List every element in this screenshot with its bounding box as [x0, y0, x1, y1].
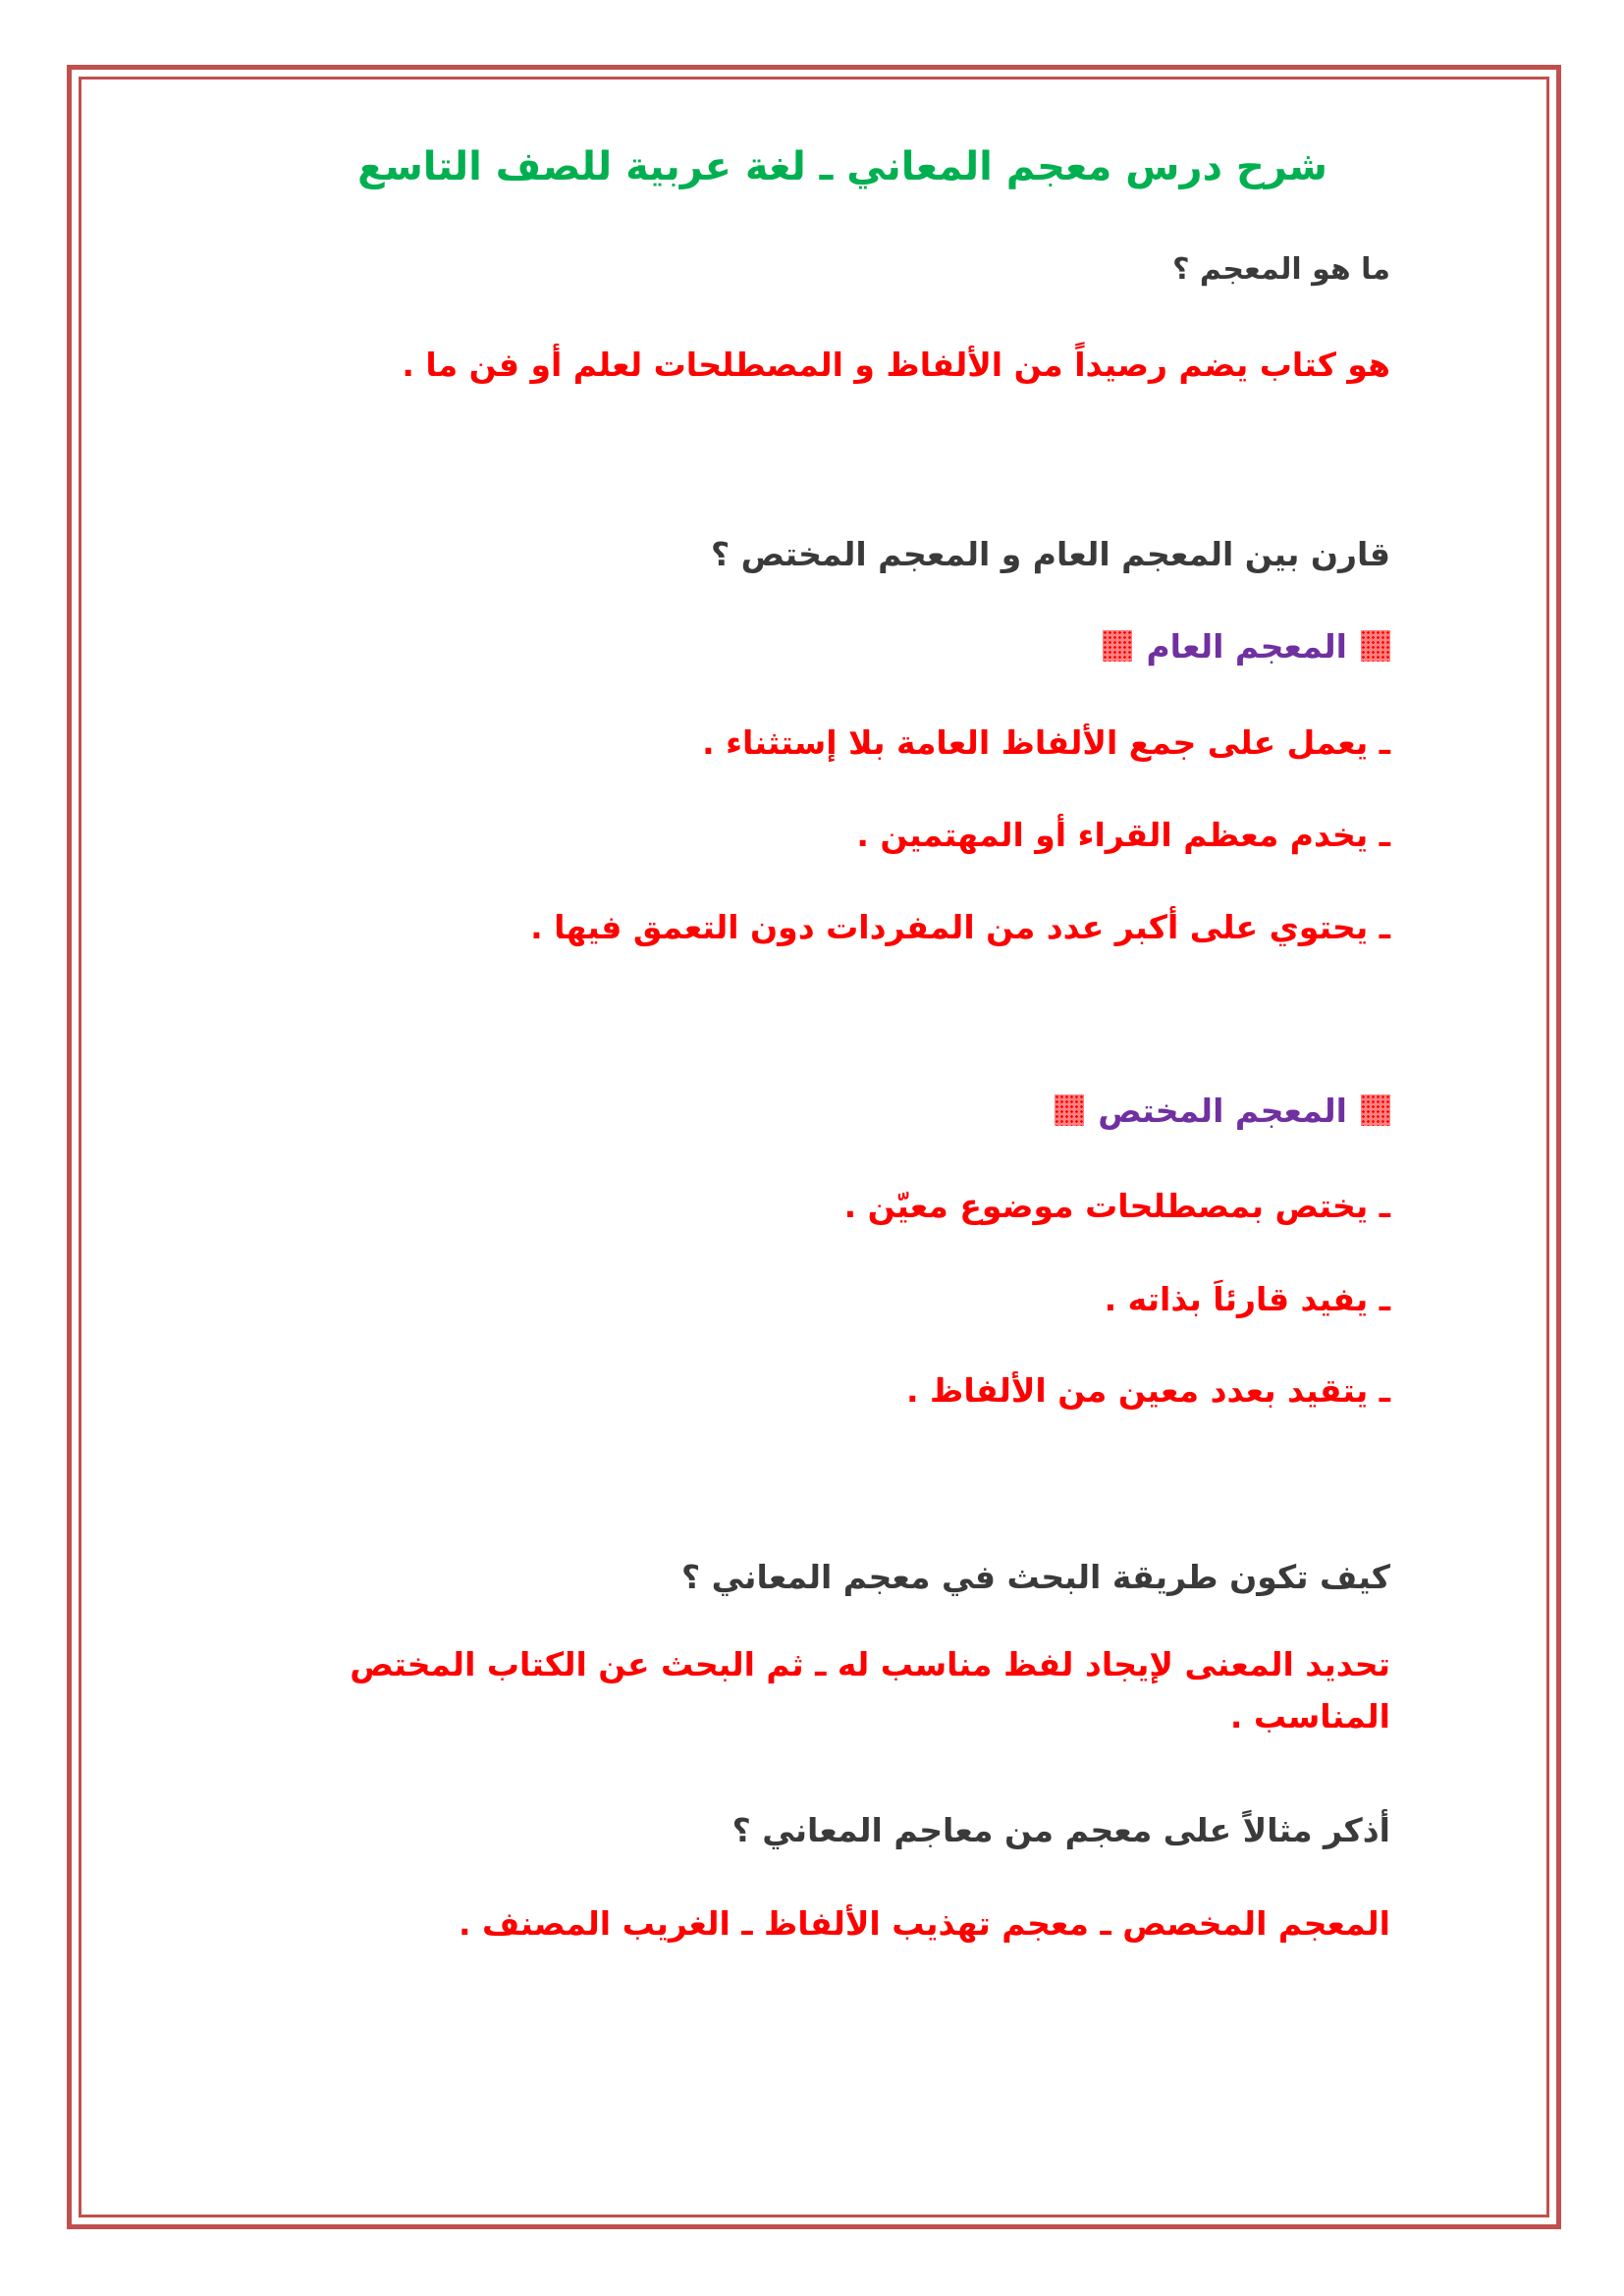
bullet-pattern-icon: [1055, 1095, 1084, 1126]
general-dictionary-heading-label: المعجم العام: [1146, 627, 1347, 666]
general-point: ـ يعمل على جمع الألفاظ العامة بلا إستثناء .: [702, 723, 1390, 762]
bullet-pattern-icon: [1361, 630, 1390, 662]
bullet-pattern-icon: [1103, 630, 1132, 662]
answer-what-is-dictionary: هو كتاب يضم رصيداً من الألفاظ و المصطلحات لعلم أو فن ما .: [402, 346, 1390, 384]
question-what-is-dictionary: ما هو المعجم ؟: [1172, 252, 1390, 287]
special-dictionary-heading: [1055, 1092, 1390, 1130]
answer-search-method: تحديد المعنى لإيجاد لفظ مناسب له ـ ثم البحث عن الكتاب المختص المناسب .: [350, 1645, 1390, 1735]
page-title: شرح درس معجم المعاني ـ لغة عربية للصف التاسع: [357, 144, 1327, 189]
special-point: ـ يتقيد بعدد معين من الألفاظ .: [906, 1371, 1390, 1410]
question-example: أذكر مثالاً على معجم من معاجم المعاني ؟: [731, 1811, 1390, 1849]
general-dictionary-heading: [1103, 627, 1390, 666]
bullet-pattern-icon: [1361, 1095, 1390, 1126]
special-point: ـ يفيد قارئاَ بذاته .: [1104, 1280, 1390, 1318]
special-dictionary-heading-label: المعجم المختص: [1098, 1092, 1347, 1130]
answer-example: المعجم المخصص ـ معجم تهذيب الألفاظ ـ الغريب المصنف .: [458, 1904, 1390, 1943]
general-point: ـ يحتوي على أكبر عدد من المفردات دون التعمق فيها .: [530, 908, 1390, 946]
question-compare-dictionaries: قارن بين المعجم العام و المعجم المختص ؟: [710, 535, 1390, 573]
special-point: ـ يختص بمصطلحات موضوع معيّن .: [843, 1187, 1390, 1225]
general-point: ـ يخدم معظم القراء أو المهتمين .: [856, 816, 1390, 854]
question-search-method: كيف تكون طريقة البحث في معجم المعاني ؟: [681, 1558, 1390, 1596]
